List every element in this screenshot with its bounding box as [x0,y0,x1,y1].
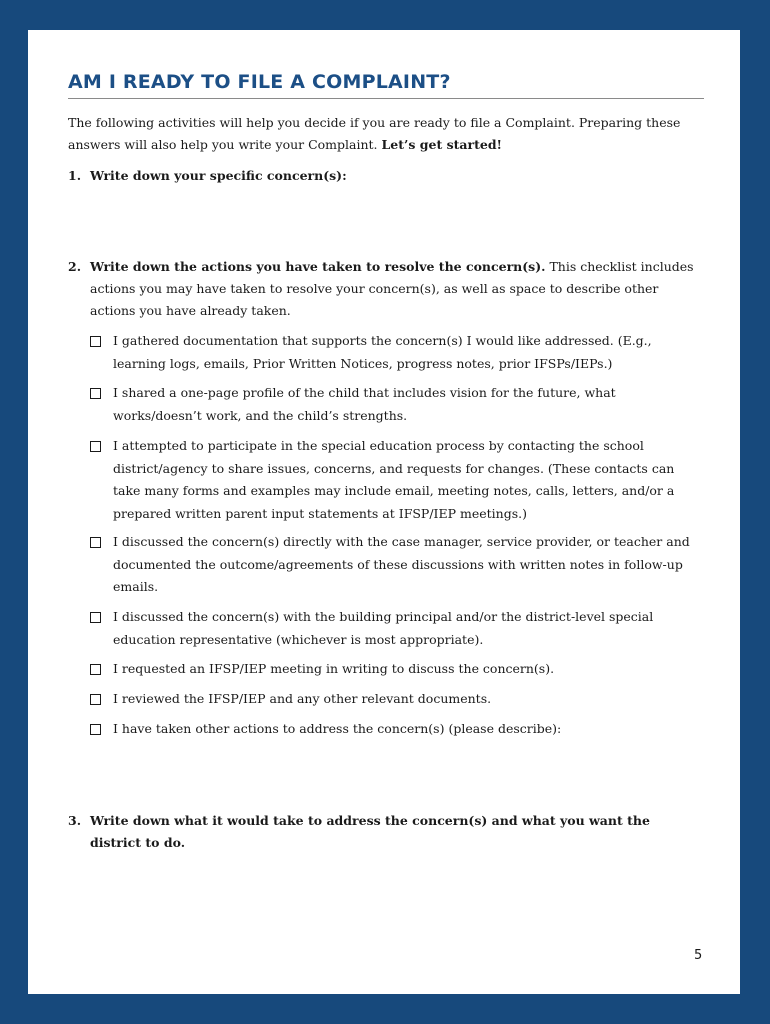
intro-text: The following activities will help you decide if you are ready to file a Complaint. Preparing these answers will also help you write your Complaint. [68,115,681,152]
checklist-item-text: I have taken other actions to address the concern(s) (please describe): [113,721,562,736]
checklist-item[interactable] [90,606,704,651]
question-2-number: 2. [68,259,82,274]
checkbox[interactable] [90,694,101,705]
checklist-item-text: I gathered documentation that supports the concern(s) I would like addressed. (E.g., learning logs, emails, Prior Written Notices, progress notes, prior IFSPs/IEPs.) [113,333,652,371]
question-3-number: 3. [68,813,82,828]
intro-bold: Let’s get started! [381,137,503,152]
checkbox[interactable] [90,724,101,735]
checklist-item[interactable] [90,531,704,599]
question-3-text: Write down what it would take to address the concern(s) and what you want the district to do. [90,813,650,850]
question-1-text: Write down your specific concern(s): [90,168,347,183]
checkbox[interactable] [90,336,101,347]
checklist-item[interactable] [90,718,704,741]
question-1-number: 1. [68,168,82,183]
checkbox[interactable] [90,664,101,675]
question-2-bold: Write down the actions you have taken to resolve the concern(s). [90,259,546,274]
checkbox[interactable] [90,537,101,548]
checklist-item[interactable] [90,382,704,427]
checklist-item[interactable] [90,688,704,711]
checklist-item-text: I discussed the concern(s) with the building principal and/or the district-level special education representative (whichever is most appropriate). [113,609,654,647]
checklist-item-text: I attempted to participate in the special education process by contacting the school district/agency to share issues, concerns, and requests for changes. (These contacts can take many forms and examples may include email, meeting notes, calls, letters, and/or a prepared written parent input statements at IFSP/IEP meetings.) [113,438,675,521]
document-page [28,30,740,994]
page-number: 5 [694,948,703,963]
checklist-item-text: I requested an IFSP/IEP meeting in writing to discuss the concern(s). [113,661,555,676]
checklist-item-text: I shared a one-page profile of the child that includes vision for the future, what works/doesn’t work, and the child’s strengths. [113,385,616,423]
question-3 [68,810,704,854]
checklist-item-text: I discussed the concern(s) directly with the case manager, service provider, or teacher and documented the outcome/agreements of these discussions with written notes in follow-up emails. [113,534,690,594]
question-2-text: This checklist includes actions you may have taken to resolve your concern(s), as well as space to describe other actions you have already taken. [90,259,694,318]
checklist-item[interactable] [90,330,704,375]
checkbox[interactable] [90,388,101,399]
page-title: AM I READY TO FILE A COMPLAINT? [68,70,704,99]
checklist-item-text: I reviewed the IFSP/IEP and any other relevant documents. [113,691,492,706]
question-2 [68,256,704,322]
checklist-item[interactable] [90,435,704,525]
intro-paragraph [68,112,688,156]
checklist-item[interactable] [90,658,704,681]
checkbox[interactable] [90,612,101,623]
question-1 [68,165,704,187]
checkbox[interactable] [90,441,101,452]
